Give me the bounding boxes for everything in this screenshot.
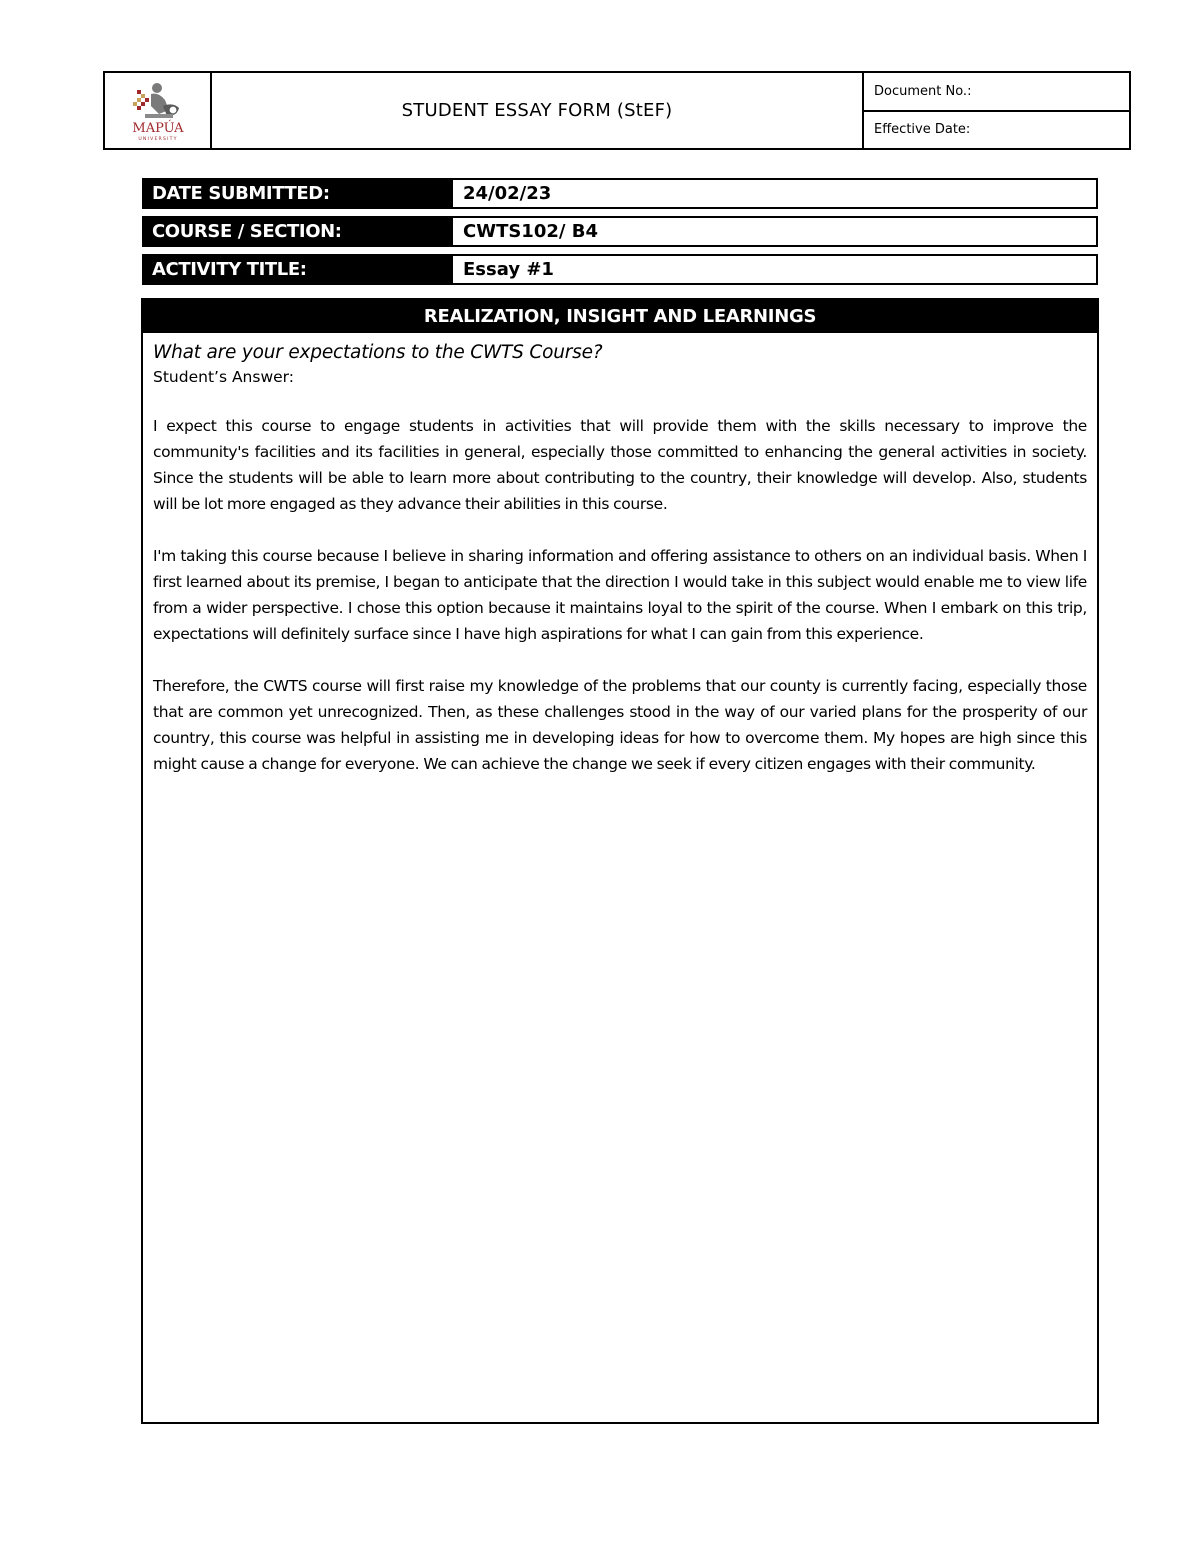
document-header xyxy=(103,71,1131,150)
date-submitted-label: DATE SUBMITTED: xyxy=(144,180,453,207)
form-title: STUDENT ESSAY FORM (StEF) xyxy=(212,73,864,148)
document-meta xyxy=(864,73,1129,148)
logo-cell xyxy=(105,73,212,148)
university-logo xyxy=(123,76,193,146)
activity-title-value: Essay #1 xyxy=(463,259,554,280)
svg-text:UNIVERSITY: UNIVERSITY xyxy=(137,136,178,142)
answer-paragraph: Therefore, the CWTS course will first raise my knowledge of the problems that our county is currently facing, especially those that are common yet unrecognized. Then, as these challenges stood in the way of our varied plans for the prosperity of our country, this course was helpful in assisting me in developing ideas for how to overcome them. My hopes are high since this might cause a change for everyone. We can achieve the change we seek if every citizen engages with their community. xyxy=(153,677,1087,773)
course-section-value: CWTS102/ B4 xyxy=(463,221,598,242)
answer-paragraph: I'm taking this course because I believe in sharing information and offering assistance to others on an individual basis. When I first learned about its premise, I began to anticipate that the direction I would take in this subject would enable me to view life from a wider perspective. I chose this option because it maintains loyal to the spirit of the course. When I embark on this trip, expectations will definitely surface since I have high aspirations for what I can gain from this experience. xyxy=(153,547,1087,643)
date-submitted-row xyxy=(142,178,1098,209)
section-title: REALIZATION, INSIGHT AND LEARNINGS xyxy=(143,300,1097,333)
essay-question: What are your expectations to the CWTS Course? xyxy=(153,342,603,363)
document-number-label: Document No.: xyxy=(874,83,972,99)
activity-title-row xyxy=(142,254,1098,285)
effective-date-label: Effective Date: xyxy=(864,110,1129,149)
section-body xyxy=(143,333,1097,777)
svg-text:MAPÚA: MAPÚA xyxy=(131,120,184,136)
activity-title-label: ACTIVITY TITLE: xyxy=(144,256,453,283)
reflection-section xyxy=(141,298,1099,1424)
course-section-row xyxy=(142,216,1098,247)
course-section-label: COURSE / SECTION: xyxy=(144,218,453,245)
answer-paragraph: I expect this course to engage students in activities that will provide them with the skills necessary to improve the community's facilities and its facilities in general, especially those committed to enhancing the general activities in society. Since the students will be able to learn more about contributing to the country, their knowledge will develop. Also, students will be lot more engaged as they advance their abilities in this course. xyxy=(153,417,1087,513)
date-submitted-value: 24/02/23 xyxy=(463,183,552,204)
answer-label: Student’s Answer: xyxy=(153,368,294,386)
